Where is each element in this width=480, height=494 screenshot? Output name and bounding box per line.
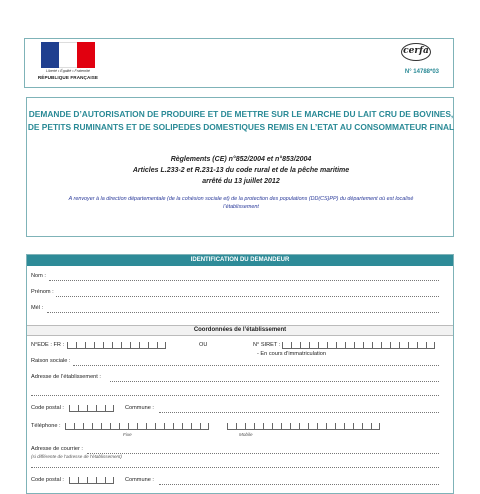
code-postal-2-field[interactable] [69, 477, 114, 484]
adresse-courrier-label: Adresse de courrier : [31, 446, 83, 452]
siret-label: N° SIRET : [253, 342, 281, 348]
republique-francaise-logo [37, 42, 99, 82]
header-box [24, 38, 454, 88]
articles-text: Articles L.233-2 et R.231-13 du code rural et de la pêche maritime [132, 167, 350, 174]
form-box [26, 254, 454, 494]
adresse-field[interactable] [110, 381, 439, 382]
mobile-caption: Mobile [239, 432, 253, 437]
adresse-label: Adresse de l’établissement : [31, 374, 101, 380]
form-title: DEMANDE D’AUTORISATION DE PRODUIRE ET DE METTRE SUR LE MARCHE DU LAIT CRU DE BOVINES, DE PETITS RUMINANTS ET DE SOLIPEDES DOMESTIQUES REMIS EN L’ETAT AU CONSOMMATEUR FINAL [27, 109, 455, 132]
regulations-text: Règlements (CE) n°852/2004 et n°853/2004 [170, 156, 312, 163]
telephone-label: Téléphone : [31, 423, 61, 429]
commune-2-label: Commune : [125, 477, 154, 483]
prenom-field[interactable] [56, 296, 439, 297]
cerfa-logo: cerfa [401, 43, 431, 61]
siret-number-field[interactable] [282, 342, 435, 349]
raison-sociale-field[interactable] [73, 365, 439, 366]
ede-label: N°EDE : FR : [31, 342, 65, 348]
commune-label: Commune : [125, 405, 154, 411]
telephone-mobile-field[interactable] [227, 423, 380, 430]
en-cours-immatriculation: - En cours d’immatriculation [257, 351, 327, 357]
section-identification-header: IDENTIFICATION DU DEMANDEUR [27, 255, 453, 266]
regulations-block [27, 154, 455, 187]
mel-label: Mél : [31, 305, 44, 311]
adresse-field-line2[interactable] [31, 395, 439, 396]
cerfa-number: N° 14788*03 [404, 69, 439, 75]
logo-motto: Liberté • Égalité • Fraternité [46, 69, 90, 73]
section-coordonnees-header: Coordonnées de l’établissement [27, 325, 453, 336]
code-postal-2-label: Code postal : [31, 477, 64, 483]
return-note: A renvoyer à la direction départementale (de la cohésion sociale et) de la protection des populations (DD(CS)PP) du département où est localisé l’établissement [68, 196, 414, 210]
commune-field[interactable] [159, 412, 439, 413]
code-postal-field[interactable] [69, 405, 114, 412]
ou-label: OU [199, 342, 208, 348]
raison-sociale-label: Raison sociale : [31, 358, 71, 364]
code-postal-label: Code postal : [31, 405, 64, 411]
arrete-text: arrêté du 13 juillet 2012 [202, 178, 280, 185]
nom-label: Nom : [31, 273, 46, 279]
adresse-courrier-field-line2[interactable] [31, 467, 439, 468]
ede-number-field[interactable] [67, 342, 166, 349]
title-box [26, 97, 454, 237]
adresse-courrier-field[interactable] [87, 453, 439, 454]
fixe-caption: Fixe [123, 432, 132, 437]
logo-name: RÉPUBLIQUE FRANÇAISE [37, 75, 99, 80]
nom-field[interactable] [49, 280, 439, 281]
prenom-label: Prénom : [31, 289, 54, 295]
telephone-fixe-field[interactable] [65, 423, 209, 430]
marianne-flag-icon [41, 42, 95, 68]
mel-field[interactable] [47, 312, 439, 313]
adresse-courrier-note: (si différente de l’adresse de l’établissement) [31, 454, 122, 459]
commune-2-field[interactable] [159, 484, 439, 485]
